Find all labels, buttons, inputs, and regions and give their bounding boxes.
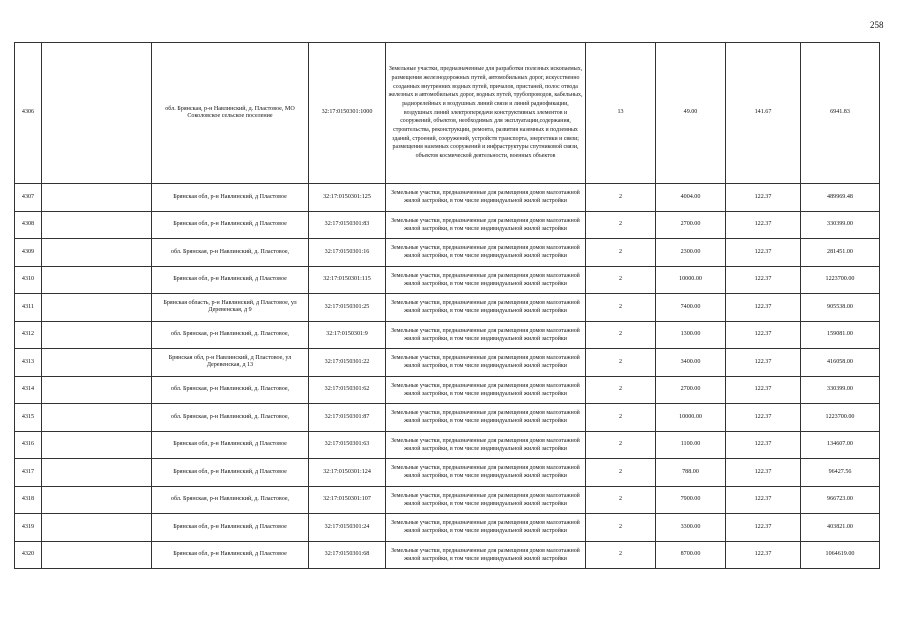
cell-blank: [42, 459, 152, 487]
cell-cadastral-value: 6941.83: [801, 43, 880, 184]
cell-address: Брянская обл, р-н Навлинский, д Пластовое: [152, 459, 309, 487]
cell-rate: 122.37: [726, 184, 801, 212]
cell-address: обл. Брянская, р-н Навлинский, д. Пластовое, МО Соколовское сельское поселение: [152, 43, 309, 184]
cell-blank: [42, 514, 152, 542]
cell-use-code: 2: [586, 239, 656, 267]
cell-cadastral-number: 32:17:0150301:68: [309, 541, 386, 569]
cell-address: Брянская область, р-н Навлинский, д Пластовое, ул Деревенская, д 9: [152, 294, 309, 322]
cell-blank: [42, 486, 152, 514]
cell-row-number: 4315: [15, 404, 42, 432]
cell-rate: 122.37: [726, 211, 801, 239]
cell-cadastral-number: 32:17:0150301:62: [309, 376, 386, 404]
cell-blank: [42, 541, 152, 569]
cell-use-code: 2: [586, 404, 656, 432]
cell-use-code: 2: [586, 486, 656, 514]
table-row: [15, 541, 880, 569]
cell-cadastral-number: 32:17:0150301:25: [309, 294, 386, 322]
cell-area: 3300.00: [656, 514, 726, 542]
cell-cadastral-value: 134607.00: [801, 431, 880, 459]
cell-land-use: Земельные участки, предназначенные для размещения домов малоэтажной жилой застройки, в том числе индивидуальной жилой застройки: [386, 294, 586, 322]
cell-row-number: 4307: [15, 184, 42, 212]
cell-use-code: 2: [586, 541, 656, 569]
cell-row-number: 4311: [15, 294, 42, 322]
cadastral-register-table: [14, 42, 880, 569]
cell-area: 49.00: [656, 43, 726, 184]
cell-cadastral-number: 32:17:0150301:22: [309, 349, 386, 377]
cell-address: Брянская обл, р-н Навлинский, д Пластовое: [152, 266, 309, 294]
table-row: [15, 239, 880, 267]
cell-rate: 122.37: [726, 294, 801, 322]
cell-row-number: 4319: [15, 514, 42, 542]
cell-rate: 122.37: [726, 376, 801, 404]
cell-row-number: 4310: [15, 266, 42, 294]
cell-use-code: 2: [586, 376, 656, 404]
table-row: [15, 349, 880, 377]
cell-land-use: Земельные участки, предназначенные для размещения домов малоэтажной жилой застройки, в том числе индивидуальной жилой застройки: [386, 376, 586, 404]
cell-row-number: 4318: [15, 486, 42, 514]
cell-cadastral-number: 32:17:0150301:63: [309, 431, 386, 459]
cell-address: Брянская обл, р-н Навлинский, д Пластовое: [152, 184, 309, 212]
cell-cadastral-value: 489969.48: [801, 184, 880, 212]
cell-land-use: Земельные участки, предназначенные для размещения домов малоэтажной жилой застройки, в том числе индивидуальной жилой застройки: [386, 349, 586, 377]
cell-area: 7900.00: [656, 486, 726, 514]
cell-area: 8700.00: [656, 541, 726, 569]
cell-use-code: 2: [586, 211, 656, 239]
cell-blank: [42, 294, 152, 322]
cell-rate: 122.37: [726, 486, 801, 514]
cell-area: 10000.00: [656, 266, 726, 294]
cell-row-number: 4317: [15, 459, 42, 487]
cell-area: 1300.00: [656, 321, 726, 349]
cell-use-code: 2: [586, 321, 656, 349]
cell-cadastral-value: 330399.00: [801, 376, 880, 404]
cell-blank: [42, 266, 152, 294]
cell-cadastral-number: 32:17:0150301:1000: [309, 43, 386, 184]
cell-blank: [42, 43, 152, 184]
cell-use-code: 2: [586, 431, 656, 459]
cell-land-use: Земельные участки, предназначенные для разработки полезных ископаемых, размещения железнодорожных путей, автомобильных дорог, искусственно созданных внутренних водных путей, причалов, пристаней, полос отвода железных и автомобильных дорог, водных путей, трубопроводов, кабельных, радиорелейных и воздушных линий связи и линий радиофикации, воздушных линий электропередачи конструктивных элементов и сооружений, объектов, необходимых для эксплуатации,содержания, строительства, реконструкции, ремонта, развития наземных и подземных зданий, строений, сооружений, устройств транспорта, энергетики и связи; размещения наземных сооружений и инфраструктуры спутниковой связи, объектов космической деятельности, военных объектов: [386, 43, 586, 184]
cell-rate: 122.37: [726, 514, 801, 542]
cell-use-code: 2: [586, 294, 656, 322]
cell-cadastral-value: 330399.00: [801, 211, 880, 239]
cell-cadastral-number: 32:17:0150301:115: [309, 266, 386, 294]
cell-cadastral-number: 32:17:0150301:124: [309, 459, 386, 487]
table-row: [15, 184, 880, 212]
cell-cadastral-number: 32:17:0150301:9: [309, 321, 386, 349]
cell-blank: [42, 349, 152, 377]
cell-row-number: 4314: [15, 376, 42, 404]
cell-row-number: 4309: [15, 239, 42, 267]
table-body: [15, 43, 880, 569]
cell-row-number: 4316: [15, 431, 42, 459]
table-row: [15, 294, 880, 322]
cell-blank: [42, 431, 152, 459]
cell-blank: [42, 211, 152, 239]
cell-land-use: Земельные участки, предназначенные для размещения домов малоэтажной жилой застройки, в том числе индивидуальной жилой застройки: [386, 184, 586, 212]
cell-land-use: Земельные участки, предназначенные для размещения домов малоэтажной жилой застройки, в том числе индивидуальной жилой застройки: [386, 459, 586, 487]
cell-area: 788.00: [656, 459, 726, 487]
table-row: [15, 431, 880, 459]
page-number: 258: [870, 20, 884, 30]
cell-rate: 122.37: [726, 239, 801, 267]
cell-land-use: Земельные участки, предназначенные для размещения домов малоэтажной жилой застройки, в том числе индивидуальной жилой застройки: [386, 404, 586, 432]
cell-rate: 122.37: [726, 266, 801, 294]
cell-area: 3400.00: [656, 349, 726, 377]
table-row: [15, 404, 880, 432]
cell-row-number: 4306: [15, 43, 42, 184]
cell-row-number: 4312: [15, 321, 42, 349]
cell-area: 2700.00: [656, 376, 726, 404]
cell-row-number: 4320: [15, 541, 42, 569]
cell-use-code: 2: [586, 266, 656, 294]
table-row: [15, 486, 880, 514]
cell-rate: 141.67: [726, 43, 801, 184]
cell-blank: [42, 321, 152, 349]
cell-rate: 122.37: [726, 431, 801, 459]
cell-address: Брянская обл, р-н Навлинский, д Пластовое: [152, 431, 309, 459]
cell-area: 10000.00: [656, 404, 726, 432]
cell-address: обл. Брянская, р-н Навлинский, д. Пластовое,: [152, 376, 309, 404]
cell-cadastral-value: 96427.56: [801, 459, 880, 487]
cell-rate: 122.37: [726, 349, 801, 377]
cell-rate: 122.37: [726, 541, 801, 569]
table-row: [15, 514, 880, 542]
cell-address: обл. Брянская, р-н Навлинский, д. Пластовое,: [152, 239, 309, 267]
cell-area: 4004.00: [656, 184, 726, 212]
cell-land-use: Земельные участки, предназначенные для размещения домов малоэтажной жилой застройки, в том числе индивидуальной жилой застройки: [386, 541, 586, 569]
cell-blank: [42, 239, 152, 267]
table-row: [15, 321, 880, 349]
cell-cadastral-value: 966723.00: [801, 486, 880, 514]
table-row: [15, 211, 880, 239]
cell-use-code: 13: [586, 43, 656, 184]
table-row: [15, 266, 880, 294]
cell-address: Брянская обл, р-н Навлинский, д Пластовое, ул Деревенская, д 13: [152, 349, 309, 377]
cell-cadastral-value: 416058.00: [801, 349, 880, 377]
cell-cadastral-number: 32:17:0150301:87: [309, 404, 386, 432]
cell-land-use: Земельные участки, предназначенные для размещения домов малоэтажной жилой застройки, в том числе индивидуальной жилой застройки: [386, 431, 586, 459]
cell-blank: [42, 376, 152, 404]
cell-land-use: Земельные участки, предназначенные для размещения домов малоэтажной жилой застройки, в том числе индивидуальной жилой застройки: [386, 486, 586, 514]
cell-address: обл. Брянская, р-н Навлинский, д. Пластовое,: [152, 404, 309, 432]
cell-area: 2300.00: [656, 239, 726, 267]
cell-blank: [42, 404, 152, 432]
cell-address: обл. Брянская, р-н Навлинский, д. Пластовое,: [152, 321, 309, 349]
cell-address: обл. Брянская, р-н Навлинский, д. Пластовое,: [152, 486, 309, 514]
cell-rate: 122.37: [726, 459, 801, 487]
cell-address: Брянская обл, р-н Навлинский, д Пластовое: [152, 541, 309, 569]
cell-land-use: Земельные участки, предназначенные для размещения домов малоэтажной жилой застройки, в том числе индивидуальной жилой застройки: [386, 211, 586, 239]
cell-use-code: 2: [586, 459, 656, 487]
cell-use-code: 2: [586, 349, 656, 377]
cell-address: Брянская обл, р-н Навлинский, д Пластовое: [152, 514, 309, 542]
cell-land-use: Земельные участки, предназначенные для размещения домов малоэтажной жилой застройки, в том числе индивидуальной жилой застройки: [386, 239, 586, 267]
cell-cadastral-number: 32:17:0150301:83: [309, 211, 386, 239]
cell-land-use: Земельные участки, предназначенные для размещения домов малоэтажной жилой застройки, в том числе индивидуальной жилой застройки: [386, 514, 586, 542]
cell-cadastral-value: 281451.00: [801, 239, 880, 267]
table-row: [15, 459, 880, 487]
cell-cadastral-number: 32:17:0150301:24: [309, 514, 386, 542]
cell-cadastral-value: 159081.00: [801, 321, 880, 349]
cell-rate: 122.37: [726, 404, 801, 432]
cell-use-code: 2: [586, 184, 656, 212]
cell-area: 7400.00: [656, 294, 726, 322]
cell-use-code: 2: [586, 514, 656, 542]
cell-cadastral-number: 32:17:0150301:16: [309, 239, 386, 267]
cell-cadastral-value: 905538.00: [801, 294, 880, 322]
cell-cadastral-number: 32:17:0150301:125: [309, 184, 386, 212]
cell-cadastral-value: 403821.00: [801, 514, 880, 542]
cell-row-number: 4308: [15, 211, 42, 239]
cell-blank: [42, 184, 152, 212]
cell-area: 2700.00: [656, 211, 726, 239]
cell-land-use: Земельные участки, предназначенные для размещения домов малоэтажной жилой застройки, в том числе индивидуальной жилой застройки: [386, 266, 586, 294]
cell-cadastral-number: 32:17:0150301:107: [309, 486, 386, 514]
cell-row-number: 4313: [15, 349, 42, 377]
table-row: [15, 376, 880, 404]
table-row: [15, 43, 880, 184]
cell-cadastral-value: 1064619.00: [801, 541, 880, 569]
cell-cadastral-value: 1223700.00: [801, 266, 880, 294]
cell-rate: 122.37: [726, 321, 801, 349]
cell-address: Брянская обл, р-н Навлинский, д Пластовое: [152, 211, 309, 239]
cell-area: 1100.00: [656, 431, 726, 459]
cell-cadastral-value: 1223700.00: [801, 404, 880, 432]
cell-land-use: Земельные участки, предназначенные для размещения домов малоэтажной жилой застройки, в том числе индивидуальной жилой застройки: [386, 321, 586, 349]
